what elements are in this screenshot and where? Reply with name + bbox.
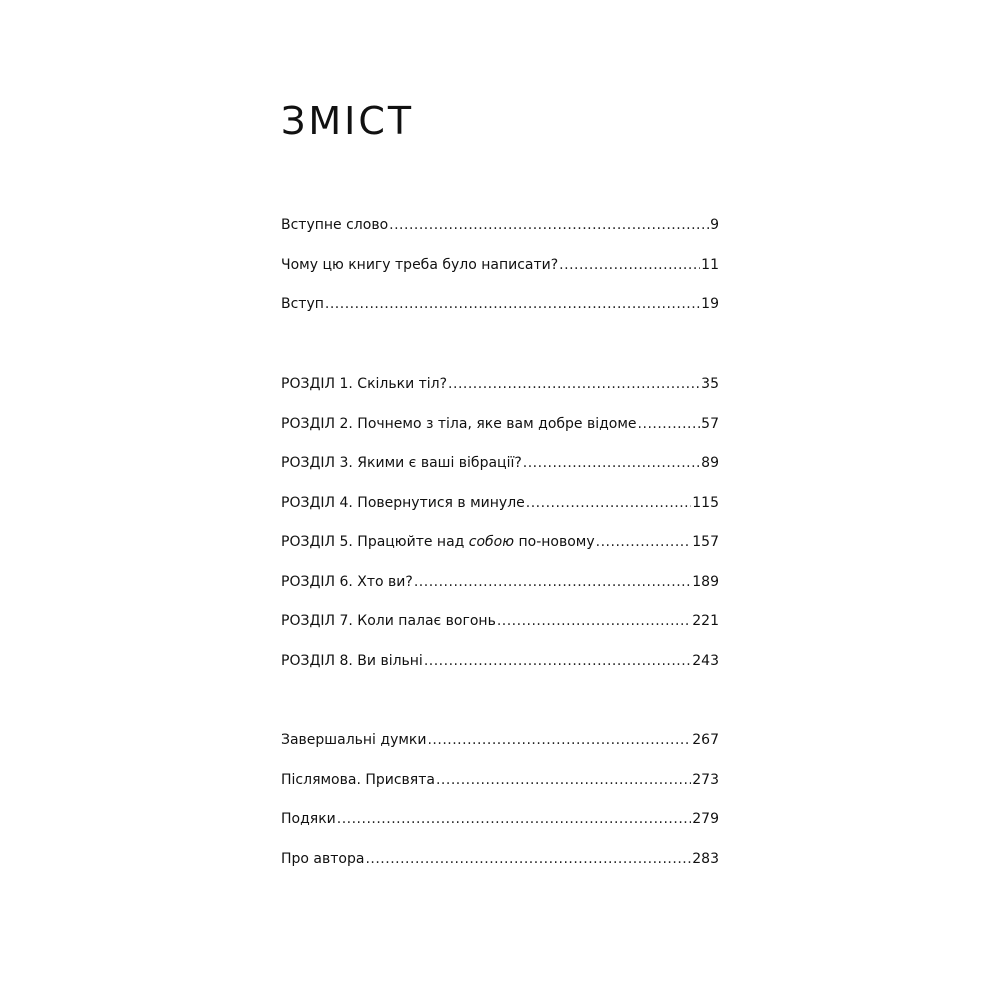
toc-entry-chapter-8[interactable] xyxy=(281,651,719,691)
dot-leader xyxy=(389,215,709,235)
toc-entry-label: РОЗДІЛ 6. Хто ви? xyxy=(281,573,413,590)
toc-entry-label: Післямова. Присвята xyxy=(281,771,435,788)
toc-page-number: 273 xyxy=(692,771,719,788)
toc-entry-label: Чому цю книгу треба було написати? xyxy=(281,256,559,273)
toc-page-number: 115 xyxy=(692,494,719,511)
page-title: ЗМІСТ xyxy=(281,99,415,143)
toc-page-number: 243 xyxy=(692,652,719,669)
toc-page-number: 157 xyxy=(692,534,719,550)
toc-page-number: 57 xyxy=(701,415,719,432)
dot-leader xyxy=(497,611,691,631)
toc-label-emphasis: собою xyxy=(468,534,515,550)
toc-back-matter xyxy=(281,730,719,888)
toc-label-part: РОЗДІЛ 5. Працюйте над xyxy=(281,534,469,550)
toc-entry-label: РОЗДІЛ 7. Коли палає вогонь xyxy=(281,613,496,629)
toc-entry-introduction[interactable] xyxy=(281,294,719,334)
toc-entry-chapter-1[interactable] xyxy=(281,374,719,414)
toc-entry-chapter-5[interactable] xyxy=(281,532,719,572)
toc-entry-label: РОЗДІЛ 3. Якими є ваші вібрації? xyxy=(281,455,522,471)
dot-leader xyxy=(638,414,701,434)
toc-entry-chapter-7[interactable] xyxy=(281,611,719,651)
dot-leader xyxy=(424,651,691,671)
toc-page-number: 35 xyxy=(701,376,719,392)
toc-entry-label: Завершальні думки xyxy=(281,732,427,748)
toc-label-part: по-новому xyxy=(514,534,595,550)
dot-leader xyxy=(596,532,692,552)
toc-page-number: 9 xyxy=(710,217,719,233)
dot-leader xyxy=(448,374,700,394)
toc-entry-label: Про автора xyxy=(281,850,365,867)
toc-entry-afterword[interactable] xyxy=(281,770,719,810)
toc-page-number: 89 xyxy=(701,455,719,471)
toc-entry-about-author[interactable] xyxy=(281,849,719,889)
toc-entry-acknowledgements[interactable] xyxy=(281,809,719,849)
toc-entry-foreword[interactable] xyxy=(281,215,719,255)
toc-entry-label: РОЗДІЛ 2. Почнемо з тіла, яке вам добре відоме xyxy=(281,415,637,432)
dot-leader xyxy=(436,770,691,790)
dot-leader xyxy=(337,809,692,829)
toc-entry-chapter-6[interactable] xyxy=(281,572,719,612)
toc-page-number: 283 xyxy=(692,850,719,867)
toc-page-number: 221 xyxy=(692,613,719,629)
toc-entry-chapter-2[interactable] xyxy=(281,414,719,454)
toc-page-number: 19 xyxy=(701,296,719,312)
dot-leader xyxy=(559,255,700,275)
dot-leader xyxy=(365,849,691,869)
toc-entry-final-thoughts[interactable] xyxy=(281,730,719,770)
dot-leader xyxy=(427,730,691,750)
toc-entry-chapter-3[interactable] xyxy=(281,453,719,493)
toc-entry-label: РОЗДІЛ 4. Повернутися в минуле xyxy=(281,494,525,511)
toc-page-number: 267 xyxy=(692,732,719,748)
toc-entry-label: Вступ xyxy=(281,296,324,312)
toc-page-number: 11 xyxy=(701,256,719,273)
toc-entry-label: РОЗДІЛ 8. Ви вільні xyxy=(281,652,423,669)
toc-entry-label: Вступне слово xyxy=(281,217,389,233)
dot-leader xyxy=(325,294,700,314)
toc-entry-label xyxy=(281,532,595,552)
dot-leader xyxy=(414,572,691,592)
toc-page-number: 189 xyxy=(692,573,719,590)
toc-entry-why-book[interactable] xyxy=(281,255,719,295)
toc-chapters xyxy=(281,374,719,690)
dot-leader xyxy=(523,453,700,473)
toc-entry-label: Подяки xyxy=(281,811,336,827)
toc-page-number: 279 xyxy=(692,811,719,827)
toc-front-matter xyxy=(281,215,719,334)
toc-entry-label: РОЗДІЛ 1. Скільки тіл? xyxy=(281,376,448,392)
dot-leader xyxy=(526,493,692,513)
toc-entry-chapter-4[interactable] xyxy=(281,493,719,533)
